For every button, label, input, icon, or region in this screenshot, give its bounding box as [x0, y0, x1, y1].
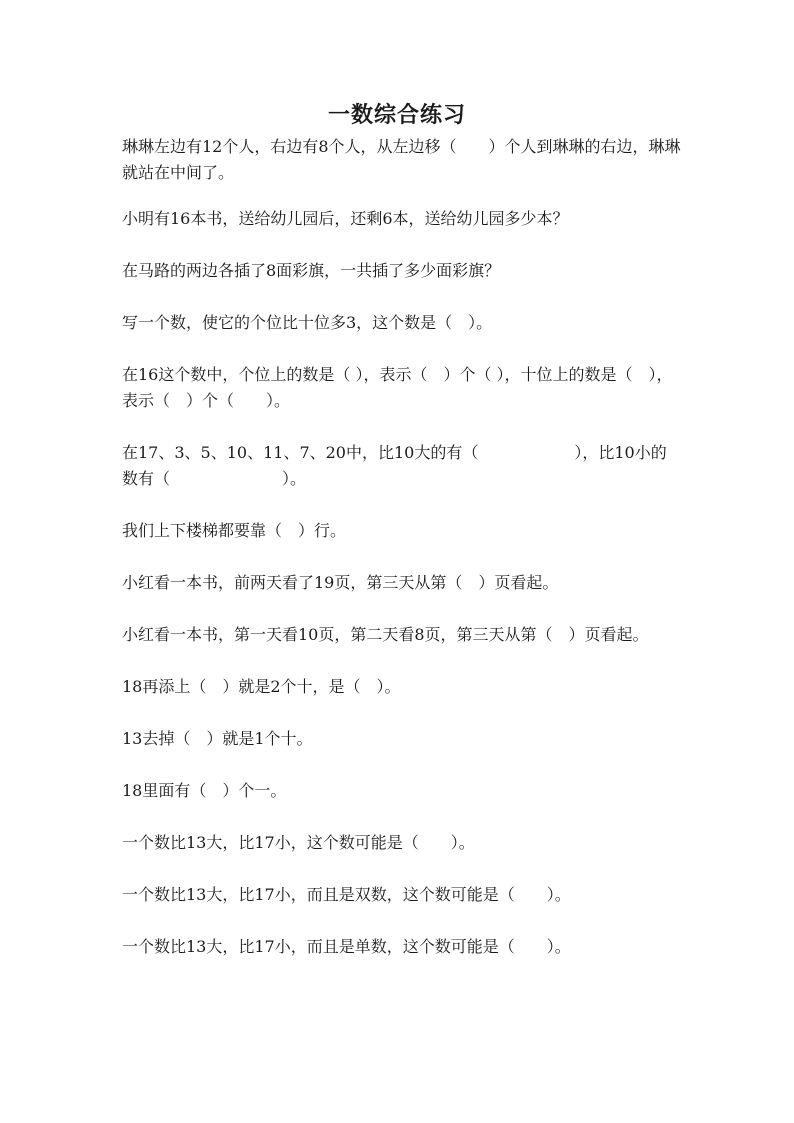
question-item: 一个数比13大，比17小，而且是双数，这个数可能是（ ）。 [122, 885, 571, 904]
question-item: 写一个数，使它的个位比十位多3，这个数是（ ）。 [122, 313, 493, 332]
question-item: 一个数比13大，比17小，这个数可能是（ ）。 [122, 833, 475, 852]
question-item: 小明有16本书，送给幼儿园后，还剩6本，送给幼儿园多少本？ [122, 209, 569, 228]
question-item: 小红看一本书，第一天看10页，第二天看8页，第三天从第（ ）页看起。 [122, 625, 649, 644]
question-list [122, 134, 682, 986]
question-item: 小红看一本书，前两天看了19页，第三天从第（ ）页看起。 [122, 573, 559, 592]
question-item: 在马路的两边各插了8面彩旗，一共插了多少面彩旗？ [122, 261, 501, 280]
question-item: 18再添上（ ）就是2个十，是（ ）。 [122, 677, 401, 696]
question-item: 一个数比13大，比17小，而且是单数，这个数可能是（ ）。 [122, 937, 571, 956]
question-item: 琳琳左边有12个人，右边有8个人，从左边移（ ）个人到琳琳的右边，琳琳就站在中间了。 [122, 137, 681, 182]
question-item: 在16这个数中，个位上的数是（ ），表示（ ）个（ ），十位上的数是（ ），表示（ ）个（ ）。 [122, 365, 673, 410]
question-item: 在17、3、5、10、11、7、20中，比10大的有（ ），比10小的数有（ ）。 [122, 443, 667, 488]
question-item: 我们上下楼梯都要靠（ ）行。 [122, 521, 347, 540]
page-title: 一数综合练习 [327, 102, 466, 128]
question-item: 13去掉（ ）就是1个十。 [122, 729, 313, 748]
question-item: 18里面有（ ）个一。 [122, 781, 287, 800]
